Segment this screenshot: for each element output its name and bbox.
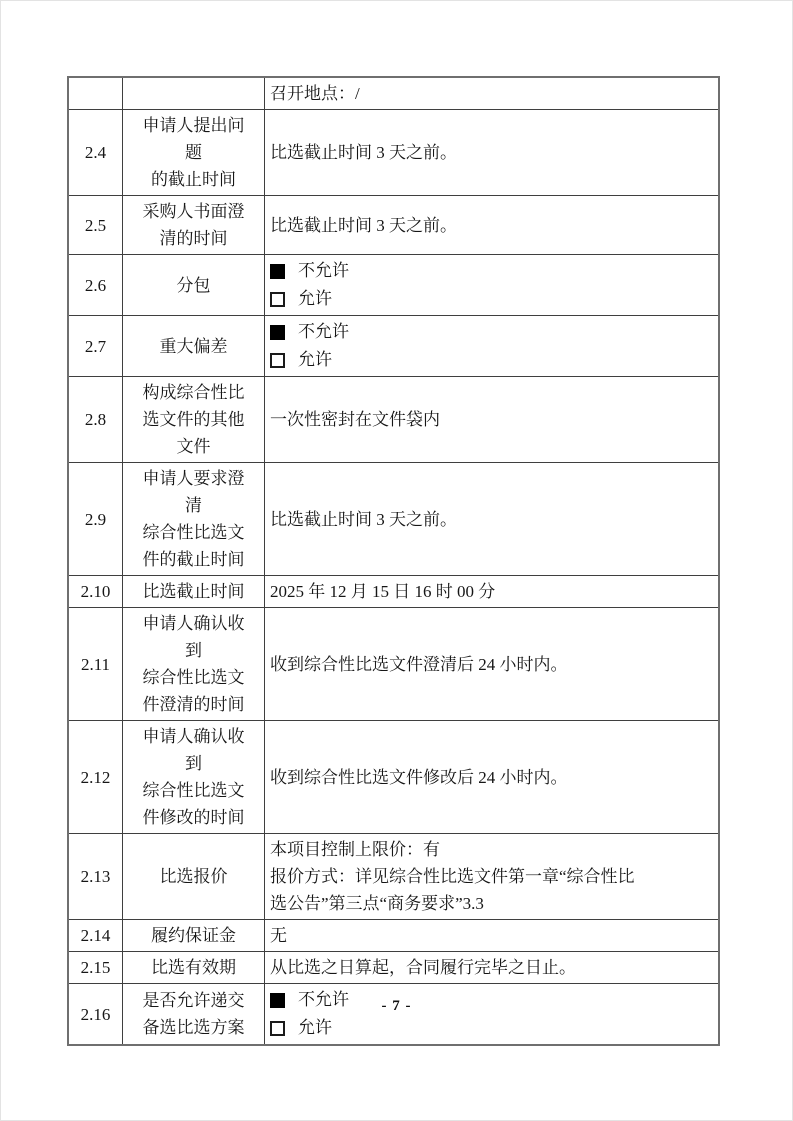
row-label-cell [122,110,264,195]
row-value-cell [264,952,718,983]
spec-table [67,76,720,1046]
table-row [69,919,718,951]
row-label-cell [122,316,264,376]
row-label-cell [122,834,264,919]
row-number-cell: 2.9 [84,509,107,529]
row-value-cell [264,316,718,376]
row-value-cell [264,721,718,833]
unchecked-checkbox-icon [270,292,285,307]
row-label-line: 申请人确认收 [142,727,245,746]
row-label-line: 文件 [176,437,211,456]
row-label-cell [122,78,264,109]
page-number: - 7 - [381,998,412,1014]
row-number-cell: 2.10 [80,582,111,601]
row-label-line: 题 [185,143,202,162]
row-value-line: 召开地点：/ [270,84,360,103]
row-label-cell [122,463,264,575]
row-label-line: 申请人确认收 [142,614,245,633]
row-value-cell [264,576,718,607]
checked-checkbox-icon [270,264,285,279]
table-row [69,607,718,720]
table-row [69,575,718,607]
option-row [270,346,332,374]
row-value-cell [264,463,718,575]
row-label-line: 是否允许递交 [142,991,245,1010]
option-row [270,1014,332,1042]
row-value-line: 比选截止时间 3 天之前。 [270,215,457,235]
row-label-line: 比选有效期 [151,958,236,977]
row-label-cell [122,608,264,720]
row-value-line: 比选截止时间 3 天之前。 [270,509,457,529]
row-label-line: 重大偏差 [159,336,228,356]
option-label: 不允许 [298,990,349,1009]
row-label-line: 清的时间 [159,229,228,248]
table-row [69,254,718,315]
table-row [69,109,718,195]
row-label-line: 清 [185,496,202,515]
table-row [69,833,718,919]
row-label-line: 比选报价 [159,867,228,886]
option-row [270,285,332,313]
table-row [69,195,718,254]
row-label-line: 采购人书面澄 [142,202,245,221]
row-value-cell [264,920,718,951]
row-value-cell [264,110,718,195]
row-number-cell: 2.6 [84,275,107,295]
row-label-line: 申请人提出问 [142,116,245,135]
row-label-cell [122,952,264,983]
row-value-line: 选公告”第三点“商务要求”3.3 [270,894,484,913]
row-label-line: 到 [185,641,202,660]
table-row [69,78,718,109]
row-label-line: 件澄清的时间 [142,695,245,714]
row-label-line: 件修改的时间 [142,808,245,827]
option-row [270,318,349,346]
row-value-cell [264,377,718,462]
row-value-line: 比选截止时间 3 天之前。 [270,143,457,162]
row-number-cell: 2.5 [84,215,107,235]
row-label-line: 选文件的其他 [142,410,245,429]
row-number-cell: 2.13 [80,867,111,886]
row-number-cell: 2.7 [84,336,107,356]
unchecked-checkbox-icon [270,1021,285,1036]
table-row [69,315,718,376]
option-label: 不允许 [298,322,349,341]
row-value-line: 无 [270,926,287,945]
row-number-cell: 2.16 [80,1004,111,1024]
option-row [270,257,349,285]
row-value-cell [264,834,718,919]
row-label-cell [122,576,264,607]
row-value-line: 从比选之日算起，合同履行完毕之日止。 [270,958,576,977]
option-label: 允许 [298,350,332,369]
table-row [69,376,718,462]
row-number-cell: 2.8 [84,410,107,429]
table-row [69,951,718,983]
unchecked-checkbox-icon [270,353,285,368]
option-label: 不允许 [298,261,349,280]
row-value-line: 收到综合性比选文件修改后 24 小时内。 [270,767,568,787]
row-label-cell [122,377,264,462]
row-number-cell: 2.11 [80,654,111,674]
row-label-line: 的截止时间 [151,170,236,189]
row-label-line: 申请人要求澄 [142,469,245,488]
row-label-line: 备选比选方案 [142,1018,245,1037]
option-label: 允许 [298,289,332,308]
row-number-cell: 2.14 [80,926,111,945]
row-label-line: 综合性比选文 [142,523,245,542]
row-label-line: 比选截止时间 [142,582,245,601]
row-label-cell [122,920,264,951]
row-label-cell [122,196,264,254]
row-value-cell [264,196,718,254]
row-label-line: 件的截止时间 [142,550,245,569]
row-value-line: 一次性密封在文件袋内 [270,410,440,429]
option-label: 允许 [298,1018,332,1037]
row-number-cell: 2.4 [84,143,107,162]
row-number-cell: 2.15 [80,958,111,977]
row-label-line: 综合性比选文 [142,668,245,687]
row-value-cell [264,608,718,720]
row-label-line: 到 [185,754,202,773]
row-value-cell [264,255,718,315]
table-row [69,720,718,833]
row-value-line: 本项目控制上限价：有 [270,840,440,859]
row-value-cell [264,78,718,109]
row-value-line: 报价方式：详见综合性比选文件第一章“综合性比 [270,867,635,886]
row-number-cell [69,78,122,109]
row-number-cell: 2.12 [80,767,111,787]
table-row [69,462,718,575]
row-label-cell [122,255,264,315]
row-label-line: 构成综合性比 [142,383,245,402]
row-value-line: 2025 年 12 月 15 日 16 时 00 分 [270,582,496,601]
checked-checkbox-icon [270,325,285,340]
row-value-line: 收到综合性比选文件澄清后 24 小时内。 [270,654,568,674]
row-label-cell [122,721,264,833]
row-label-line: 分包 [176,275,211,295]
row-label-line: 履约保证金 [151,926,236,945]
row-label-line: 综合性比选文 [142,781,245,800]
